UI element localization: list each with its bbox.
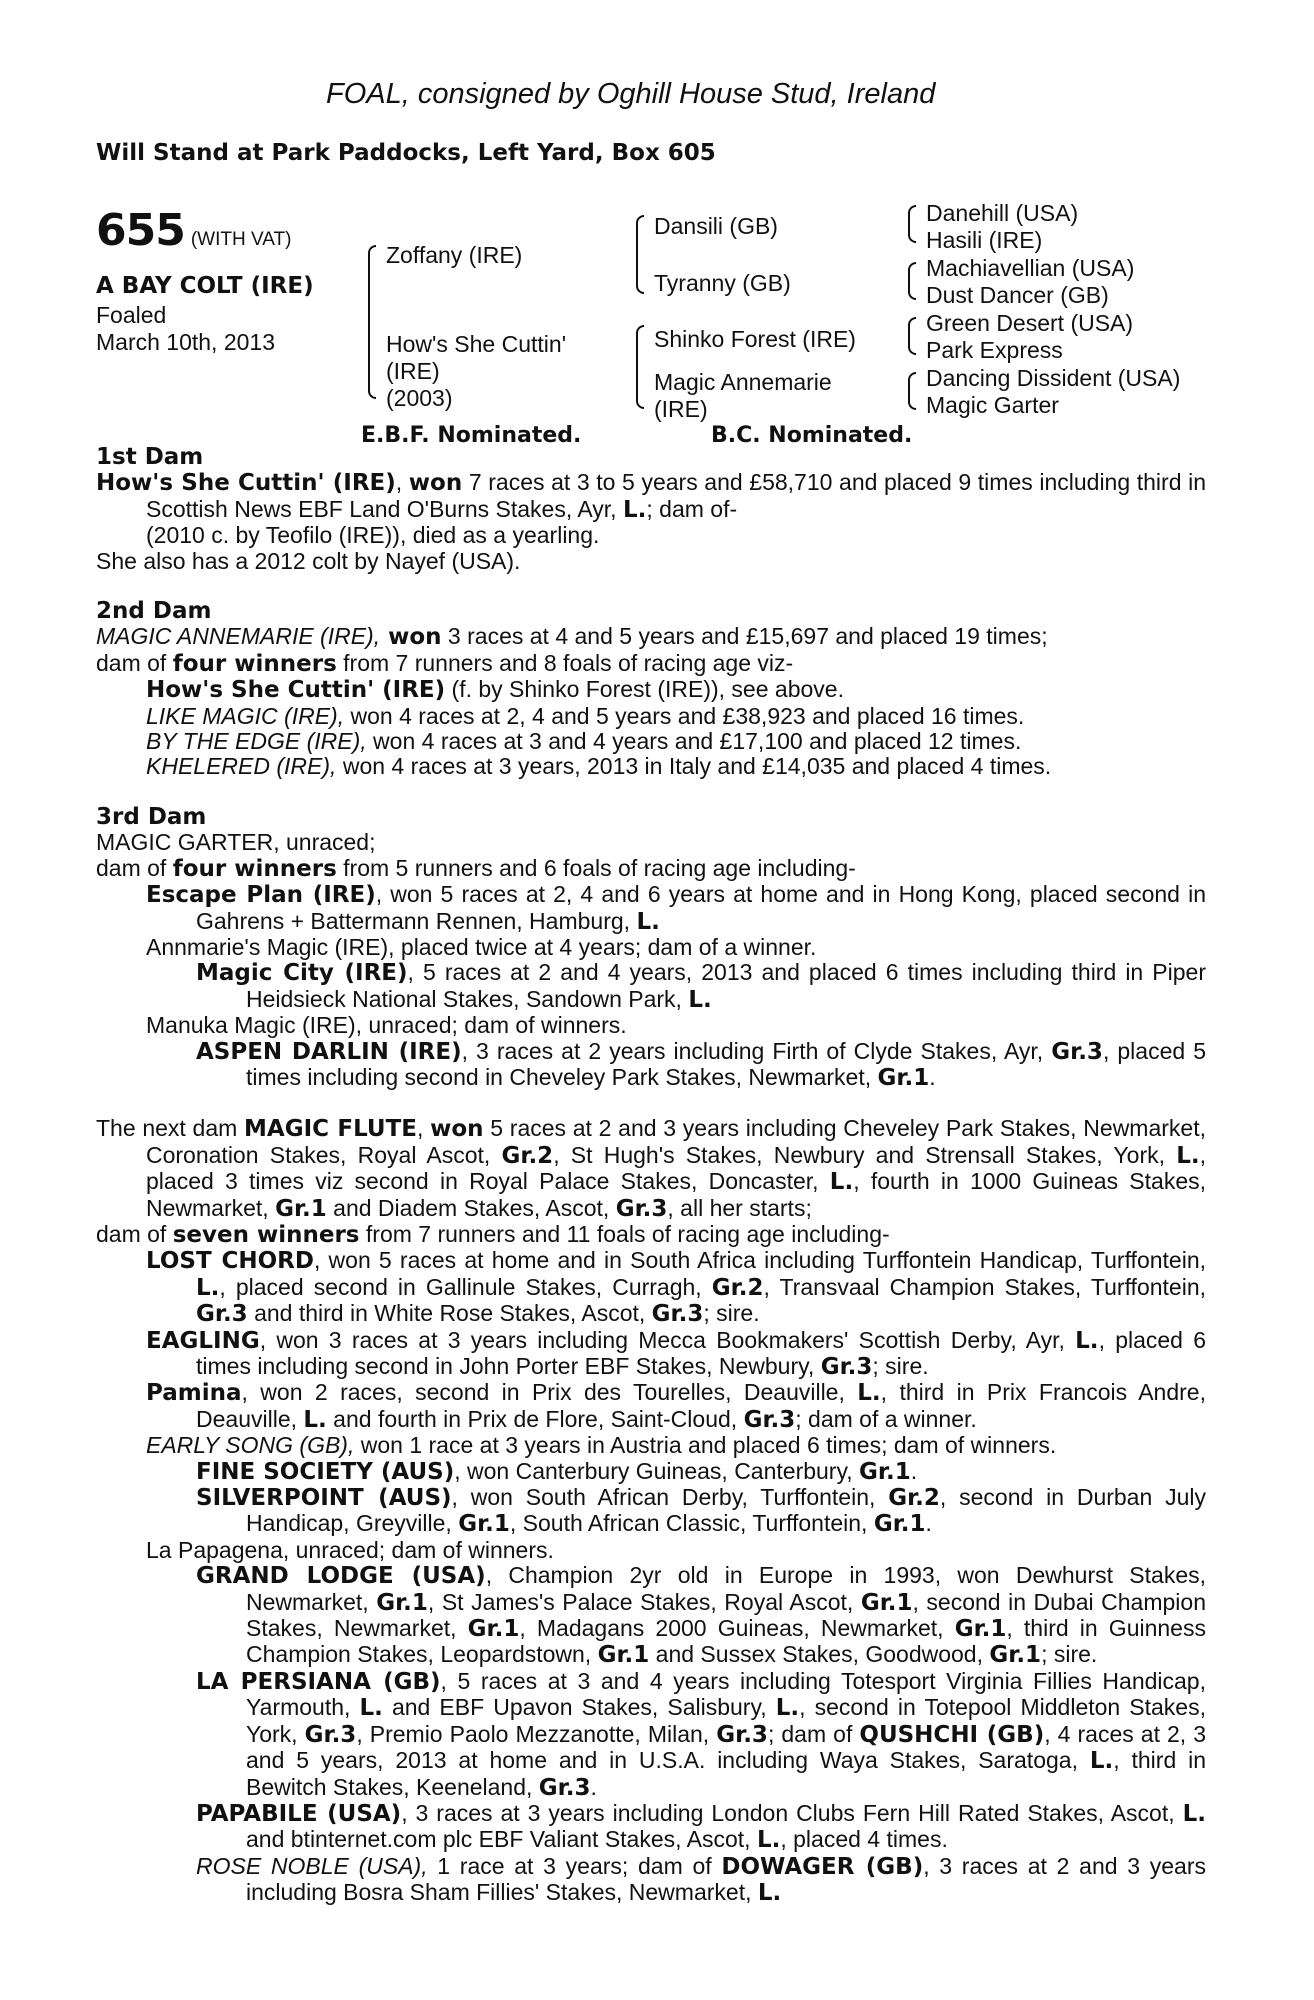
t: Gr.1	[458, 1511, 510, 1538]
bracket-dam	[636, 325, 644, 409]
t: KHELERED (IRE),	[146, 753, 337, 780]
t: .	[925, 1510, 932, 1537]
t: Pamina	[146, 1380, 242, 1407]
t: ; sire.	[872, 1353, 929, 1379]
t: L.	[196, 1274, 220, 1301]
first-dam-para	[96, 470, 1206, 523]
t: L.	[775, 1695, 800, 1722]
t: won 4 races at 2, 4 and 5 years and £38,923 and placed 16 times.	[344, 702, 1025, 729]
foal-pamina	[146, 1380, 1206, 1433]
dds: Dancing Dissident (USA)	[926, 365, 1181, 391]
t: Gr.1	[467, 1616, 520, 1643]
t: Gr.3	[743, 1406, 796, 1433]
foaled-date: March 10th, 2013	[96, 329, 276, 355]
t: L.	[636, 908, 660, 935]
third-dam-foal2: Annmarie's Magic (IRE), placed twice at 4 years; dam of a winner.	[146, 933, 817, 960]
t: seven winners	[172, 1221, 360, 1248]
foaled-info	[96, 302, 275, 356]
t: dam of	[96, 854, 173, 881]
t: won 4 races at 3 and 4 years and £17,100 and placed 12 times.	[366, 728, 1022, 755]
t: won 4 races at 3 years, 2013 in Italy and £14,035 and placed 4 times.	[336, 753, 1052, 780]
third-dam-line1: MAGIC GARTER, unraced;	[96, 829, 376, 856]
sdd: Dust Dancer (GB)	[926, 282, 1109, 308]
bc-nominated: B.C. Nominated.	[711, 423, 913, 448]
t: BY THE EDGE (IRE),	[146, 728, 367, 755]
t: 1 race at 3 years; dam of	[427, 1852, 722, 1879]
t: Gr.1	[873, 1511, 926, 1538]
t: ASPEN DARLIN (IRE)	[196, 1038, 462, 1065]
third-dam-heading: 3rd Dam	[96, 803, 207, 830]
foal-eagling	[146, 1328, 1206, 1381]
t: , 3 races at 2 years including Firth of Clyde Stakes, Ayr,	[461, 1037, 1052, 1064]
sire-dam: Tyranny (GB)	[654, 270, 791, 296]
t: 3 races at 4 and 5 years and £15,697 and placed 19 times;	[441, 623, 1048, 650]
t: won 1 race at 3 years in Austria and placed 6 times; dam of winners.	[354, 1432, 1057, 1459]
t: DOWAGER (GB)	[721, 1853, 924, 1880]
foaled-label: Foaled	[96, 302, 167, 328]
t: , fourth in 1000 Guineas Stakes, Newmarket,	[146, 1168, 1207, 1221]
t: four winners	[172, 650, 337, 677]
t: (f. by Shinko Forest (IRE)), see above.	[445, 676, 844, 703]
pedigree-block	[96, 200, 1216, 465]
t: L.	[359, 1695, 383, 1722]
second-dam-foal1	[96, 677, 1206, 703]
t: L.	[1089, 1748, 1114, 1775]
t: 5 races at 2 and 3 years including Cheveley Park Stakes, Newmarket, Coronation Stakes, Royal Ascot,	[146, 1115, 1206, 1168]
t: , St Hugh's Stakes, Newbury and Strensall Stakes, York,	[553, 1141, 1177, 1168]
t: GRAND LODGE (USA)	[196, 1563, 486, 1590]
t: ,	[416, 1115, 431, 1142]
t: , 5 races at 3 and 4 years including Totesport Virginia Fillies Handicap, Yarmouth,	[246, 1667, 1206, 1721]
t: L.	[857, 1380, 881, 1407]
first-dam-name: How's She Cuttin' (IRE)	[96, 470, 396, 497]
t: Gr.2	[501, 1142, 554, 1169]
ssd: Hasili (IRE)	[926, 227, 1043, 253]
dam-dam-line2: (IRE)	[654, 396, 708, 422]
next-dam-damof	[96, 1222, 1206, 1248]
t: , placed 5 times including second in Cheveley Park Stakes, Newmarket,	[246, 1037, 1206, 1090]
t: and fourth in Prix de Flore, Saint-Cloud,	[326, 1405, 744, 1432]
t: and Diadem Stakes, Ascot,	[326, 1194, 616, 1221]
bracket-ds	[908, 317, 916, 355]
grandfoal-rose-noble	[196, 1854, 1206, 1907]
ddd: Magic Garter	[926, 392, 1059, 418]
t: QUSHCHI (GB)	[859, 1721, 1045, 1748]
t: ; dam of	[767, 1720, 860, 1747]
t: LOST CHORD	[146, 1248, 314, 1275]
t: Gr.1	[989, 1642, 1042, 1669]
third-dam-grandfoal1	[196, 960, 1206, 1013]
third-dam-foal3: Manuka Magic (IRE), unraced; dam of winners.	[146, 1012, 627, 1039]
t: How's She Cuttin' (IRE)	[146, 677, 446, 704]
sire-sire: Dansili (GB)	[654, 213, 778, 239]
second-dam-line1	[96, 624, 1206, 650]
t: , 3 races at 2 and 3 years including Bosra Sham Fillies' Stakes, Newmarket,	[246, 1852, 1206, 1906]
second-dam-foal2	[96, 704, 1206, 729]
t: Gr.3	[304, 1721, 357, 1748]
t: The next dam	[96, 1115, 245, 1142]
t: EARLY SONG (GB),	[146, 1432, 355, 1459]
t: and third in White Rose Stakes, Ascot,	[247, 1300, 652, 1327]
t: , all her starts;	[667, 1194, 812, 1221]
t: 7 races at 3 to 5 years and £58,710 and placed 9 times including third in Scottish News EBF Land O'Burns Stakes, Ayr,	[146, 469, 1206, 522]
t: L.	[622, 496, 647, 523]
dam-name-line1: How's She Cuttin'	[386, 331, 567, 357]
t: .	[910, 1457, 918, 1484]
grandfoal-silverpoint	[196, 1485, 1206, 1538]
ebf-nominated: E.B.F. Nominated.	[361, 423, 582, 448]
t: , South African Classic, Turffontein,	[509, 1510, 874, 1537]
t: FINE SOCIETY (AUS)	[196, 1458, 455, 1485]
t: PAPABILE (USA)	[196, 1800, 402, 1827]
t: Magic City (IRE)	[196, 960, 408, 987]
t: , won 5 races at home and in South Africa including Turffontein Handicap, Turffontein,	[313, 1247, 1207, 1274]
t: L.	[756, 1827, 781, 1854]
t: EAGLING	[146, 1327, 260, 1354]
bracket-sd	[908, 262, 916, 300]
t: Gr.1	[877, 1064, 930, 1091]
t: , Premio Paolo Mezzanotte, Milan,	[356, 1720, 717, 1747]
second-dam-heading: 2nd Dam	[96, 598, 212, 625]
t: Escape Plan (IRE)	[146, 882, 376, 909]
t: Gr.3	[716, 1721, 768, 1748]
t: , second in Durban July Handicap, Greyville,	[246, 1484, 1206, 1537]
dam-dam-line1: Magic Annemarie	[654, 369, 832, 395]
t: Gr.3	[1051, 1038, 1103, 1065]
sss: Danehill (USA)	[926, 200, 1079, 226]
t: , St James's Palace Stakes, Royal Ascot,	[427, 1588, 861, 1615]
t: Gr.1	[859, 1458, 911, 1485]
t: ; dam of a winner.	[795, 1405, 977, 1432]
t: from 5 runners and 6 foals of racing age including-	[336, 854, 856, 881]
dam-name	[386, 331, 566, 412]
t: , placed 6 times including second in John Porter EBF Stakes, Newbury,	[196, 1326, 1206, 1379]
first-dam-foal: (2010 c. by Teofilo (IRE)), died as a yearling.	[146, 522, 600, 549]
t: Gr.3	[615, 1195, 668, 1222]
t: and btinternet.com plc EBF Valiant Stakes, Ascot,	[246, 1826, 757, 1853]
t: , Transvaal Champion Stakes, Turffontein,	[763, 1273, 1206, 1300]
t: , Madagans 2000 Guineas, Newmarket,	[519, 1615, 955, 1642]
lot-number	[96, 205, 291, 256]
t: SILVERPOINT (AUS)	[196, 1485, 452, 1512]
t: ; sire.	[703, 1300, 760, 1327]
third-dam-line2	[96, 856, 1206, 882]
t: from 7 runners and 8 foals of racing age viz-	[336, 649, 794, 676]
bracket-sire	[636, 215, 644, 294]
t: , placed 3 times viz second in Royal Palace Stakes, Doncaster,	[146, 1141, 1207, 1195]
t: L.	[829, 1169, 854, 1196]
t: Gr.2	[711, 1274, 764, 1301]
t: ; sire.	[1041, 1641, 1098, 1668]
first-dam-heading: 1st Dam	[96, 444, 204, 470]
t: dam of	[96, 649, 173, 676]
t: , third in Guinness Champion Stakes, Leopardstown,	[246, 1615, 1206, 1668]
first-dam-also: She also has a 2012 colt by Nayef (USA).	[96, 547, 521, 574]
t: and EBF Upavon Stakes, Salisbury,	[382, 1694, 776, 1721]
dam-dam	[654, 369, 832, 423]
t: , third in Bewitch Stakes, Keeneland,	[246, 1747, 1206, 1800]
t: LA PERSIANA (GB)	[196, 1668, 441, 1695]
t: L.	[688, 986, 712, 1013]
foal-la-papagena: La Papagena, unraced; dam of winners.	[146, 1536, 554, 1563]
grandfoal-grand-lodge	[196, 1563, 1206, 1669]
vat-label: (WITH VAT)	[190, 229, 292, 250]
t: , won 5 races at 2, 4 and 6 years at home and in Hong Kong, placed second in Gahrens + Battermann Rennen, Hamburg,	[196, 881, 1206, 934]
dsd: Park Express	[926, 337, 1063, 363]
t: L.	[1176, 1142, 1200, 1169]
t: , second in Totepool Middleton Stakes, York,	[246, 1694, 1206, 1747]
t: .	[590, 1773, 597, 1800]
t: Gr.3	[196, 1301, 248, 1328]
foal-lost-chord	[146, 1248, 1206, 1327]
t: dam of	[96, 1220, 173, 1247]
t: L.	[757, 1880, 782, 1907]
t: , won 3 races at 3 years including Mecca Bookmakers' Scottish Derby, Ayr,	[259, 1326, 1076, 1353]
t: ; dam of-	[646, 495, 738, 522]
t: L.	[1075, 1327, 1099, 1354]
t: and Sussex Stakes, Goodwood,	[649, 1641, 990, 1668]
t: won	[380, 624, 442, 651]
t: Gr.1	[376, 1589, 428, 1616]
t: ROSE NOBLE (USA),	[196, 1852, 428, 1879]
t: Gr.2	[888, 1485, 940, 1512]
t: , 3 races at 3 years including London Clubs Fern Hill Rated Stakes, Ascot,	[401, 1799, 1183, 1826]
t: Gr.3	[820, 1354, 873, 1380]
t: , won 2 races, second in Prix des Tourelles, Deauville,	[241, 1379, 858, 1406]
t: , Champion 2yr old in Europe in 1993, won Dewhurst Stakes, Newmarket,	[246, 1562, 1206, 1615]
t: , second in Dubai Champion Stakes, Newmarket,	[246, 1588, 1206, 1642]
sire-name: Zoffany (IRE)	[386, 242, 523, 268]
t: L.	[303, 1406, 327, 1433]
t: , 5 races at 2 and 4 years, 2013 and placed 6 times including third in Piper Heidsieck National Stakes, Sandown Park,	[246, 959, 1206, 1012]
t: Gr.1	[597, 1642, 650, 1669]
t: LIKE MAGIC (IRE),	[146, 702, 345, 729]
t: , third in Prix Francois Andre, Deauville,	[196, 1379, 1206, 1432]
bracket-ss	[908, 205, 916, 243]
foal-early-song	[96, 1433, 1206, 1458]
dam-name-line3: (2003)	[386, 385, 453, 411]
t: Gr.1	[860, 1589, 913, 1616]
dam-name-line2: (IRE)	[386, 358, 440, 384]
bracket-gen1	[368, 245, 376, 399]
third-dam-grandfoal2	[196, 1039, 1206, 1092]
second-dam-foal4	[96, 754, 1206, 779]
t: won	[408, 470, 463, 497]
t: MAGIC FLUTE	[244, 1116, 417, 1143]
grandfoal-papabile	[196, 1801, 1206, 1854]
t: , placed 4 times.	[780, 1826, 948, 1853]
t: ,	[395, 469, 409, 496]
t: Gr.3	[651, 1301, 704, 1328]
t: .	[929, 1063, 936, 1090]
t: , won South African Derby, Turffontein,	[451, 1484, 889, 1511]
t: from 7 runners and 11 foals of racing age including-	[359, 1220, 890, 1247]
dss: Green Desert (USA)	[926, 310, 1134, 336]
bracket-dd	[908, 372, 916, 410]
grandfoal-fine-society	[196, 1459, 1206, 1485]
t: L.	[1182, 1800, 1206, 1827]
t: Gr.1	[954, 1616, 1007, 1643]
t: MAGIC ANNEMARIE (IRE),	[96, 623, 381, 650]
t: four winners	[172, 855, 337, 882]
t: won	[430, 1116, 484, 1143]
produce-record	[96, 445, 1206, 1907]
second-dam-line2	[96, 651, 1206, 677]
t: Gr.3	[538, 1774, 591, 1801]
t: , placed second in Gallinule Stakes, Curragh,	[219, 1273, 712, 1300]
t: , won Canterbury Guineas, Canterbury,	[454, 1457, 860, 1484]
grandfoal-la-persiana	[196, 1669, 1206, 1801]
next-dam-para	[96, 1116, 1206, 1222]
consignor-heading: FOAL, consigned by Oghill House Stud, Ireland	[326, 78, 936, 110]
stand-location: Will Stand at Park Paddocks, Left Yard, Box 605	[96, 140, 716, 166]
t: Gr.1	[275, 1195, 327, 1222]
third-dam-foal1	[146, 882, 1206, 935]
second-dam-foal3	[96, 729, 1206, 754]
dam-sire: Shinko Forest (IRE)	[654, 326, 856, 352]
lot-description: A BAY COLT (IRE)	[96, 273, 314, 299]
lot-num: 655	[96, 205, 185, 256]
t: , 4 races at 2, 3 and 5 years, 2013 at home and in U.S.A. including Waya Stakes, Saratoga,	[246, 1720, 1207, 1774]
sds: Machiavellian (USA)	[926, 255, 1135, 281]
